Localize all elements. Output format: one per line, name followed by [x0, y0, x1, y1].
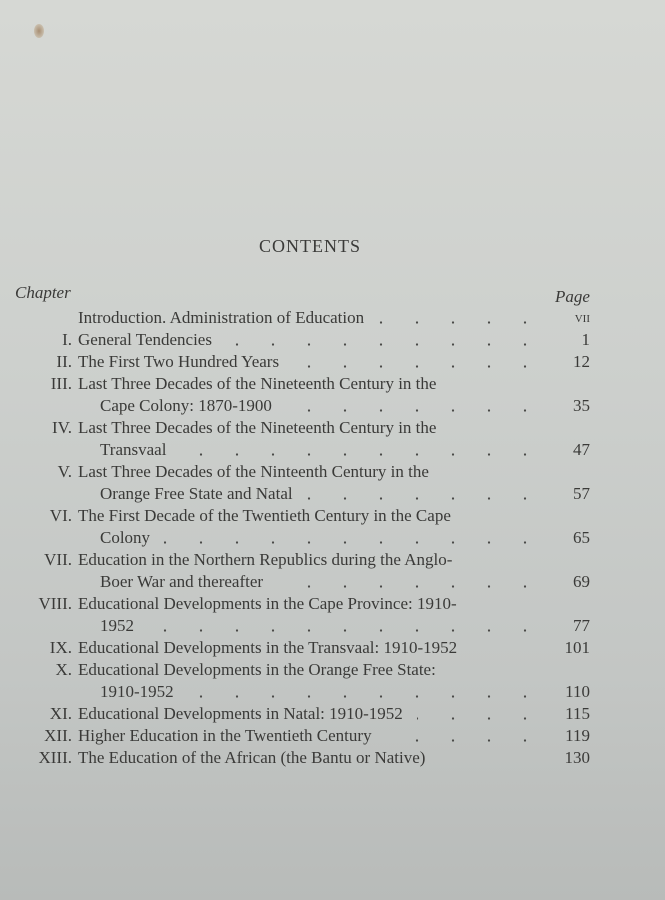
- chapter-title: The First Decade of the Twentieth Century in the Cape: [78, 506, 451, 525]
- toc-entry[interactable]: [0, 637, 665, 659]
- page-column-header: Page: [555, 287, 590, 306]
- page-number: 101: [564, 638, 590, 657]
- toc-line: [0, 549, 665, 571]
- toc-line: [0, 329, 665, 351]
- page-number: 57: [573, 484, 590, 503]
- page-number: 119: [565, 726, 590, 745]
- chapter-numeral: VI.: [49, 506, 72, 525]
- toc-line: [0, 659, 665, 681]
- page-number: 65: [573, 528, 590, 547]
- chapter-title: Education in the Northern Republics during the Anglo-: [78, 550, 453, 569]
- toc-entry[interactable]: [0, 747, 665, 769]
- toc-entry[interactable]: [0, 417, 665, 461]
- toc-line: [0, 571, 665, 593]
- chapter-title: Educational Developments in Natal: 1910-1952: [78, 704, 403, 723]
- toc-entry[interactable]: [0, 703, 665, 725]
- toc-line: [0, 307, 665, 329]
- chapter-title: 1952: [100, 616, 134, 635]
- chapter-title: Orange Free State and Natal: [100, 484, 293, 503]
- page-number: 110: [565, 682, 590, 701]
- chapter-numeral: VII.: [44, 550, 72, 569]
- toc-entry[interactable]: [0, 351, 665, 373]
- toc-line: [0, 505, 665, 527]
- toc-line: [0, 373, 665, 395]
- chapter-title: Educational Developments in the Cape Province: 1910-: [78, 594, 457, 613]
- dot-leader: [226, 343, 543, 346]
- chapter-title: Educational Developments in the Orange Free State:: [78, 660, 436, 679]
- chapter-numeral: II.: [56, 352, 72, 371]
- toc-entry[interactable]: [0, 461, 665, 505]
- chapter-numeral: X.: [55, 660, 72, 679]
- chapter-title: Higher Education in the Twentieth Century: [78, 726, 372, 745]
- dot-leader: [180, 453, 543, 456]
- chapter-title: Cape Colony: 1870-1900: [100, 396, 272, 415]
- page-number: 77: [573, 616, 590, 635]
- chapter-numeral: XIII.: [38, 748, 72, 767]
- page-title: CONTENTS: [259, 236, 361, 256]
- toc-line: [0, 461, 665, 483]
- chapter-numeral: IX.: [49, 638, 72, 657]
- toc-line: [0, 703, 665, 725]
- toc-entry[interactable]: [0, 593, 665, 637]
- chapter-title: Last Three Decades of the Nineteenth Century in the: [78, 418, 437, 437]
- table-of-contents: [0, 307, 665, 769]
- dot-leader: [286, 409, 543, 412]
- chapter-numeral: XI.: [49, 704, 72, 723]
- page-number: 35: [573, 396, 590, 415]
- toc-line: [0, 483, 665, 505]
- toc-line: [0, 747, 665, 769]
- toc-entry[interactable]: [0, 329, 665, 351]
- toc-line: [0, 637, 665, 659]
- chapter-column-header: Chapter: [15, 283, 71, 302]
- page-number: 47: [573, 440, 590, 459]
- dot-leader: [307, 497, 543, 500]
- toc-line: [0, 615, 665, 637]
- chapter-title: General Tendencies: [78, 330, 212, 349]
- toc-entry[interactable]: [0, 307, 665, 329]
- toc-line: [0, 725, 665, 747]
- page-number: 12: [573, 352, 590, 371]
- chapter-numeral: XII.: [44, 726, 72, 745]
- dot-leader: [277, 585, 543, 588]
- dot-leader: [188, 695, 543, 698]
- chapter-numeral: IV.: [52, 418, 72, 437]
- chapter-title: Colony: [100, 528, 151, 547]
- toc-entry[interactable]: [0, 373, 665, 417]
- toc-line: [0, 593, 665, 615]
- chapter-title: Transvaal: [100, 440, 167, 459]
- toc-line: [0, 439, 665, 461]
- toc-entry[interactable]: [0, 725, 665, 747]
- chapter-title: Last Three Decades of the Nineteenth Century in the: [78, 374, 437, 393]
- toc-line: [0, 681, 665, 703]
- toc-entry[interactable]: [0, 505, 665, 549]
- page-number: 69: [573, 572, 590, 591]
- toc-line: [0, 351, 665, 373]
- page-number: 1: [581, 330, 590, 349]
- toc-line: [0, 527, 665, 549]
- chapter-numeral: VIII.: [38, 594, 72, 613]
- dot-leader: [164, 541, 543, 544]
- chapter-title: The First Two Hundred Years: [78, 352, 280, 371]
- chapter-title: Introduction. Administration of Education: [78, 308, 365, 327]
- chapter-title: Last Three Decades of the Ninteenth Century in the: [78, 462, 429, 481]
- chapter-title: 1910-1952: [100, 682, 174, 701]
- dot-leader: [417, 717, 543, 720]
- dot-leader: [378, 321, 543, 324]
- toc-line: [0, 417, 665, 439]
- chapter-numeral: I.: [62, 330, 72, 349]
- chapter-title: Boer War and thereafter: [100, 572, 264, 591]
- toc-entry[interactable]: [0, 659, 665, 703]
- chapter-title: The Education of the African (the Bantu or Native): [78, 748, 426, 767]
- chapter-title: Educational Developments in the Transvaal: 1910-1952: [78, 638, 458, 657]
- toc-entry[interactable]: [0, 549, 665, 593]
- chapter-numeral: III.: [50, 374, 72, 393]
- dot-leader: [386, 739, 543, 742]
- page-number: 130: [564, 748, 590, 767]
- dot-leader: [148, 629, 543, 632]
- page-number: vii: [574, 310, 590, 326]
- chapter-numeral: V.: [57, 462, 72, 481]
- toc-line: [0, 395, 665, 417]
- paper-stain: [34, 24, 44, 38]
- dot-leader: [293, 365, 543, 368]
- page-number: 115: [565, 704, 590, 723]
